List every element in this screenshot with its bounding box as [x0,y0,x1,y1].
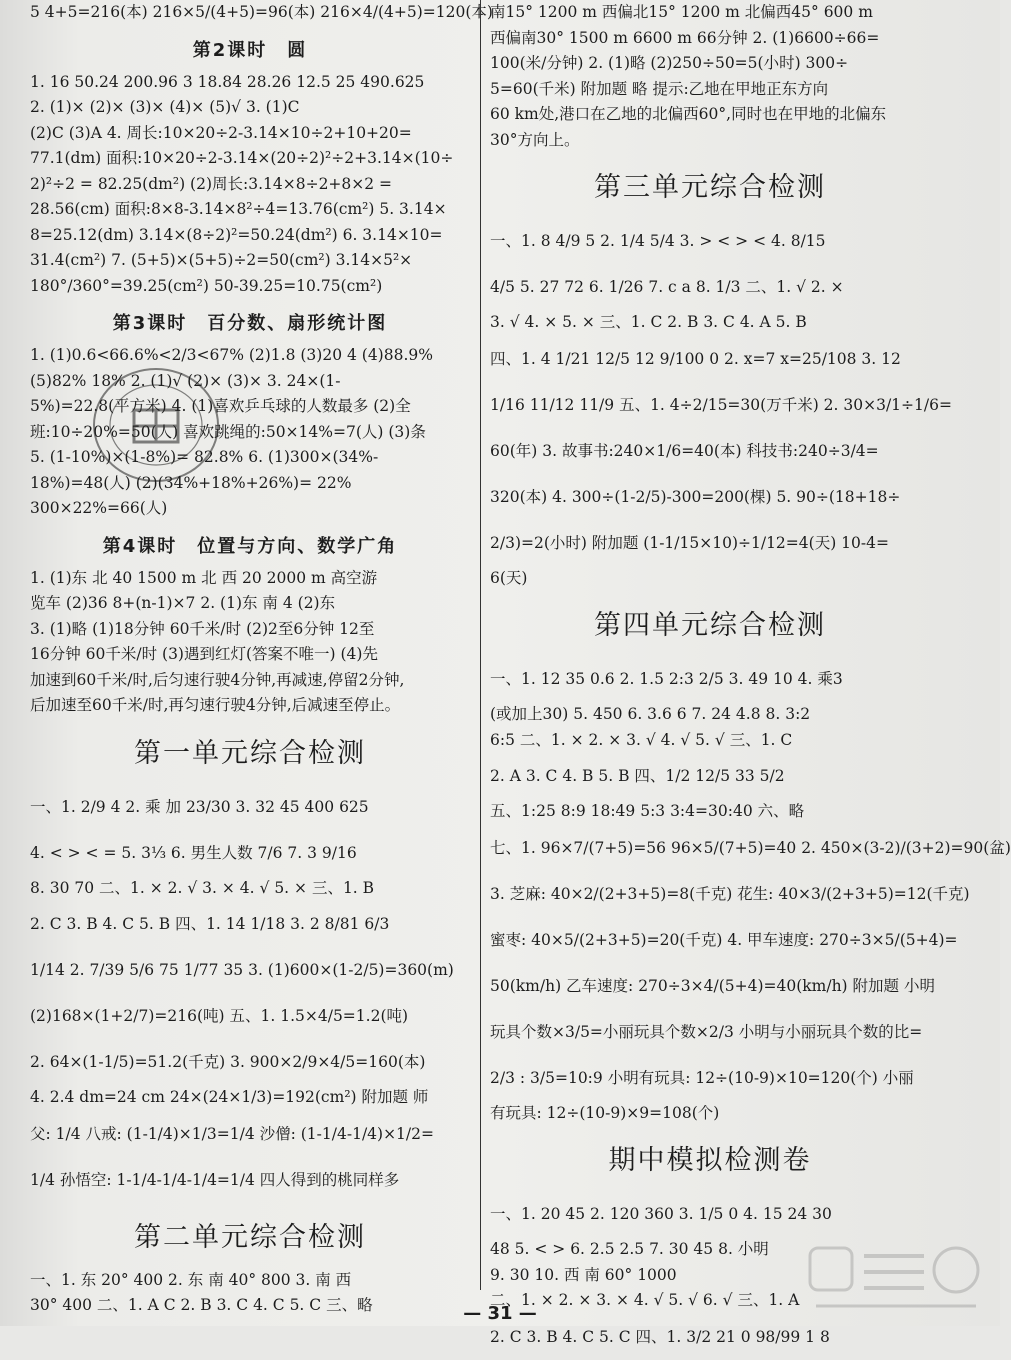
answer-line: 2/3)=2(小时) 附加题 (1-1/15×10)÷1/12=4(天) 10-4= [490,533,889,552]
answer-line: 320(本) 4. 300÷(1-2/5)-300=200(棵) 5. 90÷(18+18÷ [490,487,901,506]
answer-line: 2. C 3. B 4. C 5. C 四、1. 3/2 21 0 98/99 1 8 [490,1327,830,1346]
unit-heading: 期中模拟检测卷 [608,1145,812,1176]
answer-line: 77.1(dm) 面积:10×20÷2-3.14×(20÷2)²÷2+3.14×(10÷ [30,149,454,167]
answer-line: 6(天) [490,568,528,587]
answer-line: 西偏南30° 1500 m 6600 m 66分钟 2. (1)6600÷66= [490,28,880,47]
answer-line: 31.4(cm²) 7. (5+5)×(5+5)÷2=50(cm²) 3.14×5²× [30,251,413,269]
answer-line: 一、1. 2/9 4 2. 乘 加 23/30 3. 32 45 400 625 [30,797,369,816]
answer-line: 60 km处,港口在乙地的北偏西60°,同时也在甲地的北偏东 [490,105,887,123]
answer-line: 2. (1)× (2)× (3)× (4)× (5)√ 3. (1)C [30,98,300,116]
answer-line: 2/3 : 3/5=10:9 小明有玩具: 12÷(10-9)×10=120(个) 小丽 [490,1068,914,1087]
answer-line: 16分钟 60千米/时 (3)遇到红灯(答案不唯一) (4)先 [30,645,378,663]
answer-line: 3. √ 4. × 5. × 三、1. C 2. B 3. C 4. A 5. B [490,313,807,331]
answer-line: 2. A 3. C 4. B 5. B 四、1/2 12/5 33 5/2 [490,767,785,785]
answer-line: 班:10÷20%=50(人) 喜欢跳绳的:50×14%=7(人) (3)条 [30,422,426,441]
answer-line: 5=60(千米) 附加题 略 提示:乙地在甲地正东方向 [490,79,829,98]
answer-line: 50(km/h) 乙车速度: 270÷3×4/(5+4)=40(km/h) 附加题 小明 [490,976,935,995]
answer-line: 2. 64×(1-1/5)=51.2(千克) 3. 900×2/9×4/5=160(本) [30,1053,426,1071]
unit-heading: 第三单元综合检测 [594,172,826,203]
answer-line: 60(年) 3. 故事书:240×1/6=40(本) 科技书:240÷3/4= [490,441,879,460]
answer-line: 18%)=48(人) (2)(34%+18%+26%)= 22% [30,473,352,492]
left-column [30,0,493,1314]
answer-line: 一、1. 12 35 0.6 2. 1.5 2:3 2/5 3. 49 10 4. 乘3 [490,670,843,688]
answer-line: 30° 400 二、1. A C 2. B 3. C 4. C 5. C 三、略 [30,1296,373,1314]
answer-line: 1/16 11/12 11/9 五、1. 4÷2/15=30(万千米) 2. 30×3/1÷1/6= [490,395,952,414]
lesson-heading: 第3课时 百分数、扇形统计图 [112,313,388,334]
right-column [490,0,1011,1346]
watermark-logo-icon [806,1242,986,1312]
answer-line: 1. 16 50.24 200.96 3 18.84 28.26 12.5 25 490.625 [30,72,425,91]
answer-line: 览车 (2)36 8+(n-1)×7 2. (1)东 南 4 (2)东 [30,594,336,612]
answer-line: 5. (1-10%)×(1-8%)= 82.8% 6. (1)300×(34%- [30,448,379,466]
answer-line: 蜜枣: 40×5/(2+3+5)=20(千克) 4. 甲车速度: 270÷3×5/(5+4)= [490,930,958,949]
answer-line: 加速到60千米/时,后匀速行驶4分钟,再减速,停留2分钟, [30,670,405,689]
answer-line: (2)C (3)A 4. 周长:10×20÷2-3.14×10÷2+10+20= [30,123,412,142]
answer-line: 300×22%=66(人) [30,499,168,517]
answer-line: 有玩具: 12÷(10-9)×9=108(个) [490,1103,720,1122]
answer-line: 二、1. × 2. × 3. × 4. √ 5. √ 6. √ 三、1. A [490,1291,800,1309]
answer-line: 玩具个数×3/5=小丽玩具个数×2/3 小明与小丽玩具个数的比= [490,1022,923,1041]
answer-line: 28.56(cm) 面积:8×8-3.14×8²÷4=13.76(cm²) 5. 3.14× [30,200,447,218]
answer-line: 8. 30 70 二、1. × 2. √ 3. × 4. √ 5. × 三、1. B [30,878,375,897]
answer-line: 180°/360°=39.25(cm²) 50-39.25=10.75(cm²) [30,276,383,295]
answer-line: 父: 1/4 八戒: (1-1/4)×1/3=1/4 沙僧: (1-1/4-1/4)×1/2= [30,1124,434,1143]
answer-line: 3. 芝麻: 40×2/(2+3+5)=8(千克) 花生: 40×3/(2+3+5)=12(千克) [490,884,970,903]
answer-line: 1/4 孙悟空: 1-1/4-1/4-1/4=1/4 四人得到的桃同样多 [30,1170,400,1189]
stamp-seal-icon [86,360,226,490]
answer-line: 南15° 1200 m 西偏北15° 1200 m 北偏西45° 600 m [490,3,873,21]
unit-heading: 第一单元综合检测 [134,737,366,769]
unit-heading: 第二单元综合检测 [134,1221,366,1253]
answer-line: 4. < > < = 5. 3⅓ 6. 男生人数 7/6 7. 3 9/16 [30,843,357,862]
answer-line: 9. 30 10. 西 南 60° 1000 [490,1265,677,1284]
answer-line: (2)168×(1+2/7)=216(吨) 五、1. 1.5×4/5=1.2(吨) [30,1007,409,1025]
answer-line: (5)82% 18% 2. (1)√ (2)× (3)× 3. 24×(1- [30,371,341,390]
answer-line: 后加速至60千米/时,再匀速行驶4分钟,后减速至停止。 [30,696,401,714]
answer-line: (或加上30) 5. 450 6. 3.6 6 7. 24 4.8 8. 3:2 [490,705,811,723]
answer-line: 48 5. < > 6. 2.5 2.5 7. 30 45 8. 小明 [490,1240,769,1258]
answer-line: 5 4+5=216(本) 216×5/(4+5)=96(本) 216×4/(4+5)=120(本) [30,3,493,21]
answer-line: 一、1. 东 20° 400 2. 东 南 40° 800 3. 南 西 [30,1270,352,1289]
lesson-heading: 第2课时 圆 [192,39,308,61]
answer-line: 2)²÷2 = 82.25(dm²) (2)周长:3.14×8÷2+8×2 = [30,174,393,193]
answer-line: 4. 2.4 dm=24 cm 24×(24×1/3)=192(cm²) 附加题 师 [30,1088,429,1106]
answer-line: 5%)=22.8(平方米) 4. (1)喜欢乒乓球的人数最多 (2)全 [30,397,411,415]
answer-line: 100(米/分钟) 2. (1)略 (2)250÷50=5(小时) 300÷ [490,54,849,72]
answer-line: 一、1. 20 45 2. 120 360 3. 1/5 0 4. 15 24 30 [490,1205,832,1223]
answer-line: 8=25.12(dm) 3.14×(8÷2)²=50.24(dm²) 6. 3.14×10= [30,225,443,244]
answer-line: 1. (1)东 北 40 1500 m 北 西 20 2000 m 高空游 [30,568,378,587]
answer-line: 1/14 2. 7/39 5/6 75 1/77 35 3. (1)600×(1-2/5)=360(m) [30,961,454,979]
answer-line: 1. (1)0.6<66.6%<2/3<67% (2)1.8 (3)20 4 (4)88.9% [30,346,433,364]
unit-heading: 第四单元综合检测 [594,610,826,641]
answer-line: 一、1. 8 4/9 5 2. 1/4 5/4 3. > < > < 4. 8/15 [490,232,826,250]
lesson-heading: 第4课时 位置与方向、数学广角 [102,535,398,557]
answer-line: 4/5 5. 27 72 6. 1/26 7. c a 8. 1/3 二、1. √ 2. × [490,278,844,296]
column-divider [480,0,481,1290]
answer-line: 3. (1)略 (1)18分钟 60千米/时 (2)2至6分钟 12至 [30,619,375,638]
answer-line: 6:5 二、1. × 2. × 3. √ 4. √ 5. √ 三、1. C [490,730,793,749]
answer-line: 四、1. 4 1/21 12/5 12 9/100 0 2. x=7 x=25/108 3. 12 [490,349,901,368]
answer-line: 五、1:25 8:9 18:49 5:3 3:4=30:40 六、略 [490,802,805,820]
answer-line: 七、1. 96×7/(7+5)=56 96×5/(7+5)=40 2. 450×(3-2)/(3+2)=90(盆) [490,838,1011,857]
page-number: — 31 — [463,1303,537,1324]
answer-line: 2. C 3. B 4. C 5. B 四、1. 14 1/18 3. 2 8/81 6/3 [30,915,390,933]
answer-line: 30°方向上。 [490,130,580,149]
